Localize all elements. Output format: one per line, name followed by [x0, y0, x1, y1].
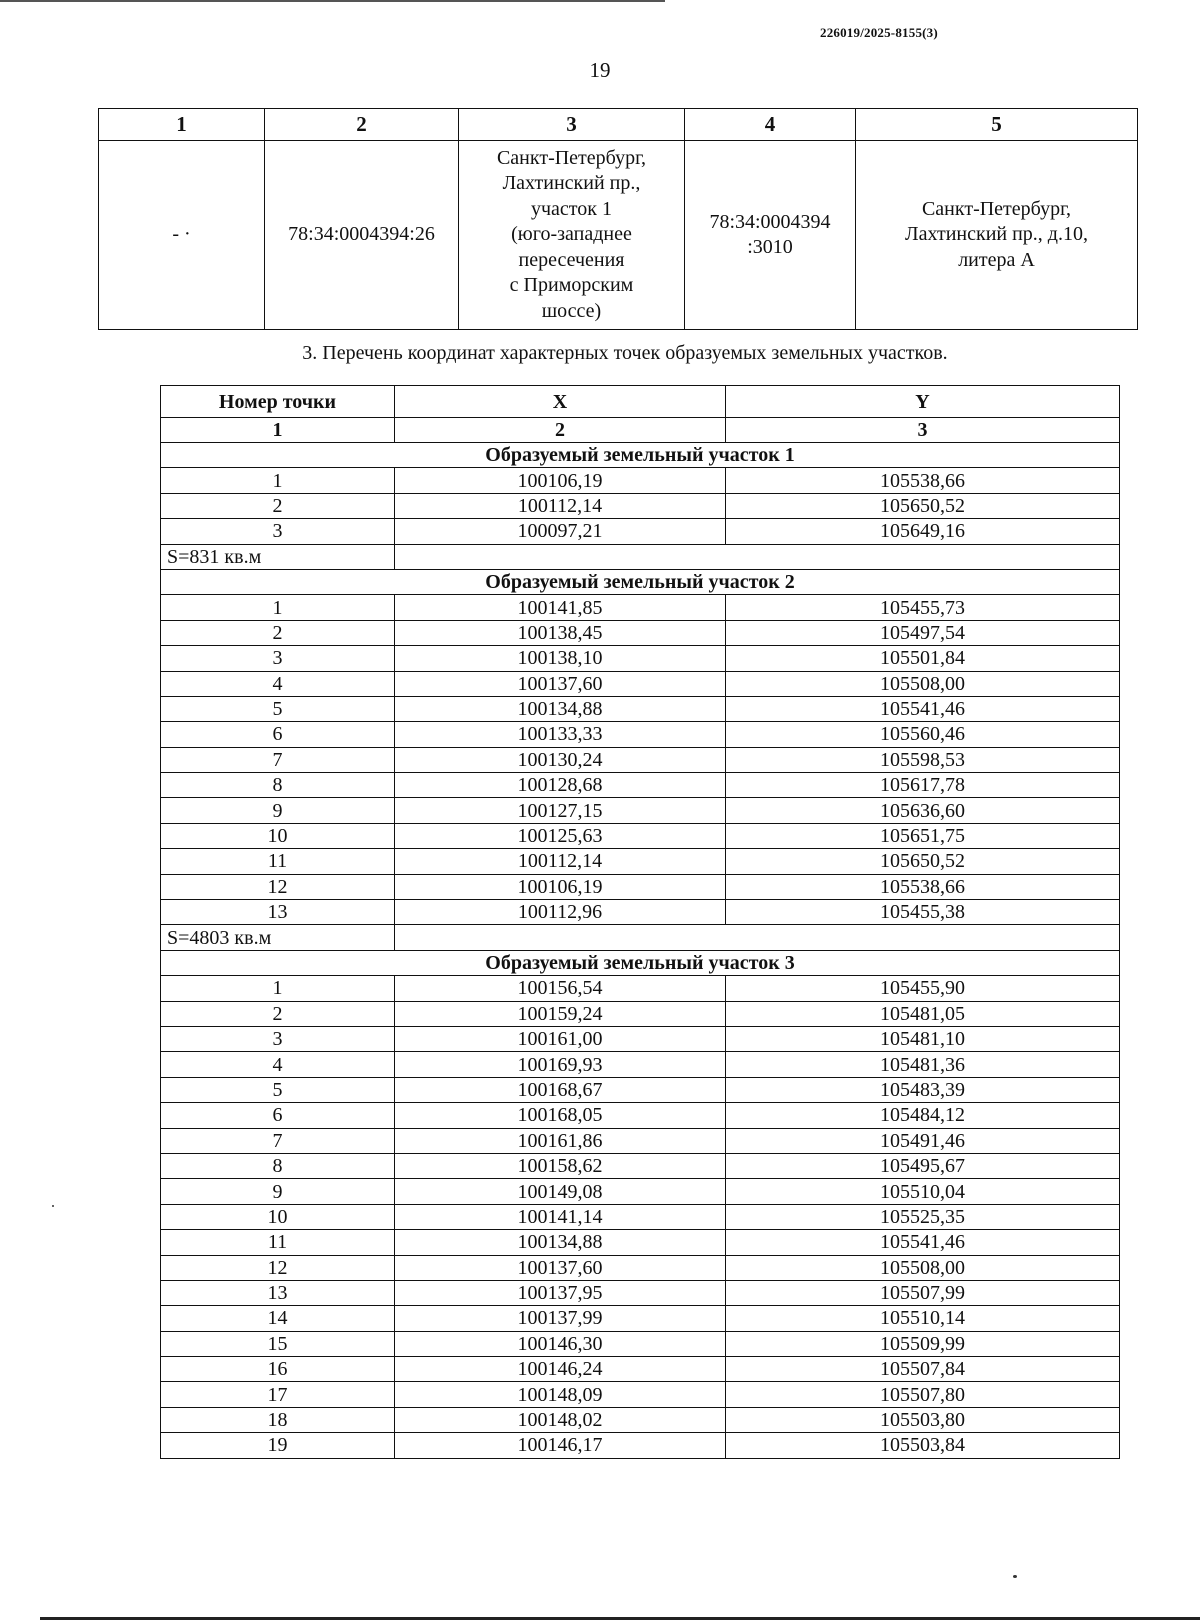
point-number: 10 — [161, 1204, 395, 1229]
table-row — [161, 1382, 1120, 1407]
point-number: 4 — [161, 671, 395, 696]
table-row — [161, 1407, 1120, 1432]
col-header: 5 — [856, 109, 1138, 141]
document-number: 226019/2025-8155(3) — [820, 25, 938, 40]
empty-cell — [395, 544, 1120, 569]
table-row — [161, 493, 1120, 518]
table-row — [161, 696, 1120, 721]
point-number: 3 — [161, 646, 395, 671]
point-y: 105538,66 — [726, 874, 1120, 899]
point-number: 12 — [161, 1255, 395, 1280]
point-y: 105495,67 — [726, 1153, 1120, 1178]
point-number: 18 — [161, 1407, 395, 1432]
col-header: 3 — [459, 109, 685, 141]
point-number: 6 — [161, 1103, 395, 1128]
point-x: 100125,63 — [395, 823, 726, 848]
table-row — [161, 1001, 1120, 1026]
point-x: 100112,14 — [395, 849, 726, 874]
point-number: 2 — [161, 620, 395, 645]
point-number: 6 — [161, 722, 395, 747]
point-y: 105560,46 — [726, 722, 1120, 747]
point-y: 105481,36 — [726, 1052, 1120, 1077]
point-x: 100128,68 — [395, 773, 726, 798]
table-row — [161, 1255, 1120, 1280]
table-row — [161, 646, 1120, 671]
point-number: 15 — [161, 1331, 395, 1356]
point-x: 100146,17 — [395, 1433, 726, 1458]
point-number: 11 — [161, 1230, 395, 1255]
point-y: 105525,35 — [726, 1204, 1120, 1229]
point-y: 105538,66 — [726, 468, 1120, 493]
col-number: 3 — [726, 418, 1120, 443]
table-row — [161, 900, 1120, 925]
col-header-x: X — [395, 386, 726, 418]
point-number: 1 — [161, 976, 395, 1001]
point-number: 14 — [161, 1306, 395, 1331]
cadastral-line: 78:34:0004394 — [709, 210, 831, 233]
point-y: 105503,84 — [726, 1433, 1120, 1458]
point-number: 12 — [161, 874, 395, 899]
scan-top-rule — [0, 0, 665, 2]
point-y: 105617,78 — [726, 773, 1120, 798]
table-row — [161, 849, 1120, 874]
point-number: 9 — [161, 1179, 395, 1204]
point-number: 16 — [161, 1357, 395, 1382]
point-number: 13 — [161, 1280, 395, 1305]
point-x: 100146,30 — [395, 1331, 726, 1356]
point-y: 105491,46 — [726, 1128, 1120, 1153]
table-row — [161, 1306, 1120, 1331]
cadastral-line: :3010 — [747, 236, 793, 258]
point-x: 100137,60 — [395, 671, 726, 696]
point-x: 100146,24 — [395, 1357, 726, 1382]
point-y: 105541,46 — [726, 1230, 1120, 1255]
table-row — [161, 1103, 1120, 1128]
page-number: 19 — [589, 58, 611, 82]
address-line: пересечения — [518, 248, 625, 271]
plot-title-row — [161, 443, 1120, 468]
point-y: 105598,53 — [726, 747, 1120, 772]
address-line: Санкт-Петербург, — [496, 146, 647, 169]
point-y: 105541,46 — [726, 696, 1120, 721]
section-heading: 3. Перечень координат характерных точек образуемых земельных участков. — [302, 342, 948, 364]
point-y: 105503,80 — [726, 1407, 1120, 1432]
point-number: 9 — [161, 798, 395, 823]
cell-building-cadastral-number — [685, 141, 856, 330]
point-x: 100127,15 — [395, 798, 726, 823]
table-row — [161, 1179, 1120, 1204]
empty-cell — [395, 925, 1120, 950]
table-row — [161, 595, 1120, 620]
point-number: 3 — [161, 519, 395, 544]
table-row — [161, 1052, 1120, 1077]
table-row — [161, 1204, 1120, 1229]
table-row — [161, 773, 1120, 798]
table-row — [161, 671, 1120, 696]
point-x: 100138,10 — [395, 646, 726, 671]
table-row — [161, 1280, 1120, 1305]
table-row — [161, 468, 1120, 493]
address-line: (юго-западнее — [511, 223, 632, 246]
address-line: с Приморским — [509, 274, 634, 297]
col-header-point: Номер точки — [161, 386, 395, 418]
point-x: 100156,54 — [395, 976, 726, 1001]
cell-address — [459, 141, 685, 330]
point-y: 105510,14 — [726, 1306, 1120, 1331]
point-x: 100161,86 — [395, 1128, 726, 1153]
point-x: 100134,88 — [395, 1230, 726, 1255]
plot-title: Образуемый земельный участок 3 — [161, 950, 1120, 975]
point-y: 105484,12 — [726, 1103, 1120, 1128]
col-header-y: Y — [726, 386, 1120, 418]
point-y: 105455,90 — [726, 976, 1120, 1001]
cell-cadastral-number: 78:34:0004394:26 — [265, 141, 459, 330]
table-row — [161, 976, 1120, 1001]
point-number: 5 — [161, 1077, 395, 1102]
table-row — [161, 1357, 1120, 1382]
point-number: 2 — [161, 1001, 395, 1026]
address-line: Санкт-Петербург, — [921, 197, 1072, 220]
point-x: 100112,96 — [395, 900, 726, 925]
point-number: 5 — [161, 696, 395, 721]
point-x: 100141,85 — [395, 595, 726, 620]
point-x: 100168,67 — [395, 1077, 726, 1102]
plot-title: Образуемый земельный участок 1 — [161, 443, 1120, 468]
point-x: 100158,62 — [395, 1153, 726, 1178]
coords-header-row — [161, 386, 1120, 418]
table-row — [161, 1026, 1120, 1051]
scan-bottom-rule — [40, 1617, 1200, 1620]
point-number: 17 — [161, 1382, 395, 1407]
point-x: 100106,19 — [395, 468, 726, 493]
point-number: 13 — [161, 900, 395, 925]
point-y: 105481,10 — [726, 1026, 1120, 1051]
address-line: шоссе) — [541, 299, 602, 322]
point-number: 11 — [161, 849, 395, 874]
point-x: 100148,02 — [395, 1407, 726, 1432]
point-number: 10 — [161, 823, 395, 848]
point-x: 100097,21 — [395, 519, 726, 544]
col-header: 4 — [685, 109, 856, 141]
point-x: 100138,45 — [395, 620, 726, 645]
table-row — [161, 620, 1120, 645]
point-y: 105651,75 — [726, 823, 1120, 848]
table-row — [161, 1331, 1120, 1356]
point-x: 100137,95 — [395, 1280, 726, 1305]
coordinates-table — [160, 385, 1120, 1459]
address-line: участок 1 — [530, 197, 612, 220]
point-number: 2 — [161, 493, 395, 518]
point-number: 4 — [161, 1052, 395, 1077]
point-y: 105510,04 — [726, 1179, 1120, 1204]
point-y: 105481,05 — [726, 1001, 1120, 1026]
cell-number: - · — [99, 141, 265, 330]
point-y: 105650,52 — [726, 849, 1120, 874]
point-y: 105507,84 — [726, 1357, 1120, 1382]
point-x: 100137,60 — [395, 1255, 726, 1280]
point-number: 8 — [161, 773, 395, 798]
table-row — [161, 519, 1120, 544]
point-x: 100159,24 — [395, 1001, 726, 1026]
col-number: 1 — [161, 418, 395, 443]
point-y: 105508,00 — [726, 671, 1120, 696]
point-y: 105649,16 — [726, 519, 1120, 544]
plot-title-row — [161, 950, 1120, 975]
scan-speck — [1013, 1575, 1017, 1578]
table-row — [161, 823, 1120, 848]
address-line: Лахтинский пр., д.10, — [905, 223, 1088, 246]
point-x: 100161,00 — [395, 1026, 726, 1051]
plot-title: Образуемый земельный участок 2 — [161, 569, 1120, 594]
point-x: 100149,08 — [395, 1179, 726, 1204]
point-number: 7 — [161, 1128, 395, 1153]
coords-column-numbers — [161, 418, 1120, 443]
cell-building-address — [856, 141, 1138, 330]
point-number: 7 — [161, 747, 395, 772]
point-number: 1 — [161, 468, 395, 493]
point-number: 19 — [161, 1433, 395, 1458]
point-y: 105650,52 — [726, 493, 1120, 518]
point-x: 100141,14 — [395, 1204, 726, 1229]
point-x: 100112,14 — [395, 493, 726, 518]
address-line: литера А — [958, 248, 1035, 271]
plot-title-row — [161, 569, 1120, 594]
continuation-table-header — [99, 109, 1138, 141]
point-number: 8 — [161, 1153, 395, 1178]
point-y: 105501,84 — [726, 646, 1120, 671]
point-y: 105507,99 — [726, 1280, 1120, 1305]
point-x: 100148,09 — [395, 1382, 726, 1407]
table-row — [161, 798, 1120, 823]
col-header: 2 — [265, 109, 459, 141]
point-y: 105636,60 — [726, 798, 1120, 823]
point-x: 100134,88 — [395, 696, 726, 721]
point-y: 105455,38 — [726, 900, 1120, 925]
address-line: Лахтинский пр., — [502, 172, 641, 195]
point-y: 105497,54 — [726, 620, 1120, 645]
table-row — [161, 1433, 1120, 1458]
table-row — [161, 1077, 1120, 1102]
table-row — [161, 747, 1120, 772]
point-y: 105509,99 — [726, 1331, 1120, 1356]
table-row — [161, 1153, 1120, 1178]
point-number: 1 — [161, 595, 395, 620]
point-number: 3 — [161, 1026, 395, 1051]
col-header: 1 — [99, 109, 265, 141]
point-y: 105455,73 — [726, 595, 1120, 620]
table-row — [99, 141, 1138, 330]
table-row — [161, 874, 1120, 899]
point-x: 100168,05 — [395, 1103, 726, 1128]
table-row — [161, 1230, 1120, 1255]
plot-area: S=4803 кв.м — [161, 925, 395, 950]
table-row — [161, 1128, 1120, 1153]
scan-speck — [52, 1205, 54, 1207]
plot-area-row — [161, 925, 1120, 950]
point-y: 105507,80 — [726, 1382, 1120, 1407]
point-y: 105483,39 — [726, 1077, 1120, 1102]
continuation-table — [98, 108, 1138, 330]
point-x: 100169,93 — [395, 1052, 726, 1077]
point-x: 100137,99 — [395, 1306, 726, 1331]
col-number: 2 — [395, 418, 726, 443]
point-x: 100133,33 — [395, 722, 726, 747]
plot-area: S=831 кв.м — [161, 544, 395, 569]
point-y: 105508,00 — [726, 1255, 1120, 1280]
table-row — [161, 722, 1120, 747]
point-x: 100130,24 — [395, 747, 726, 772]
point-x: 100106,19 — [395, 874, 726, 899]
plot-area-row — [161, 544, 1120, 569]
